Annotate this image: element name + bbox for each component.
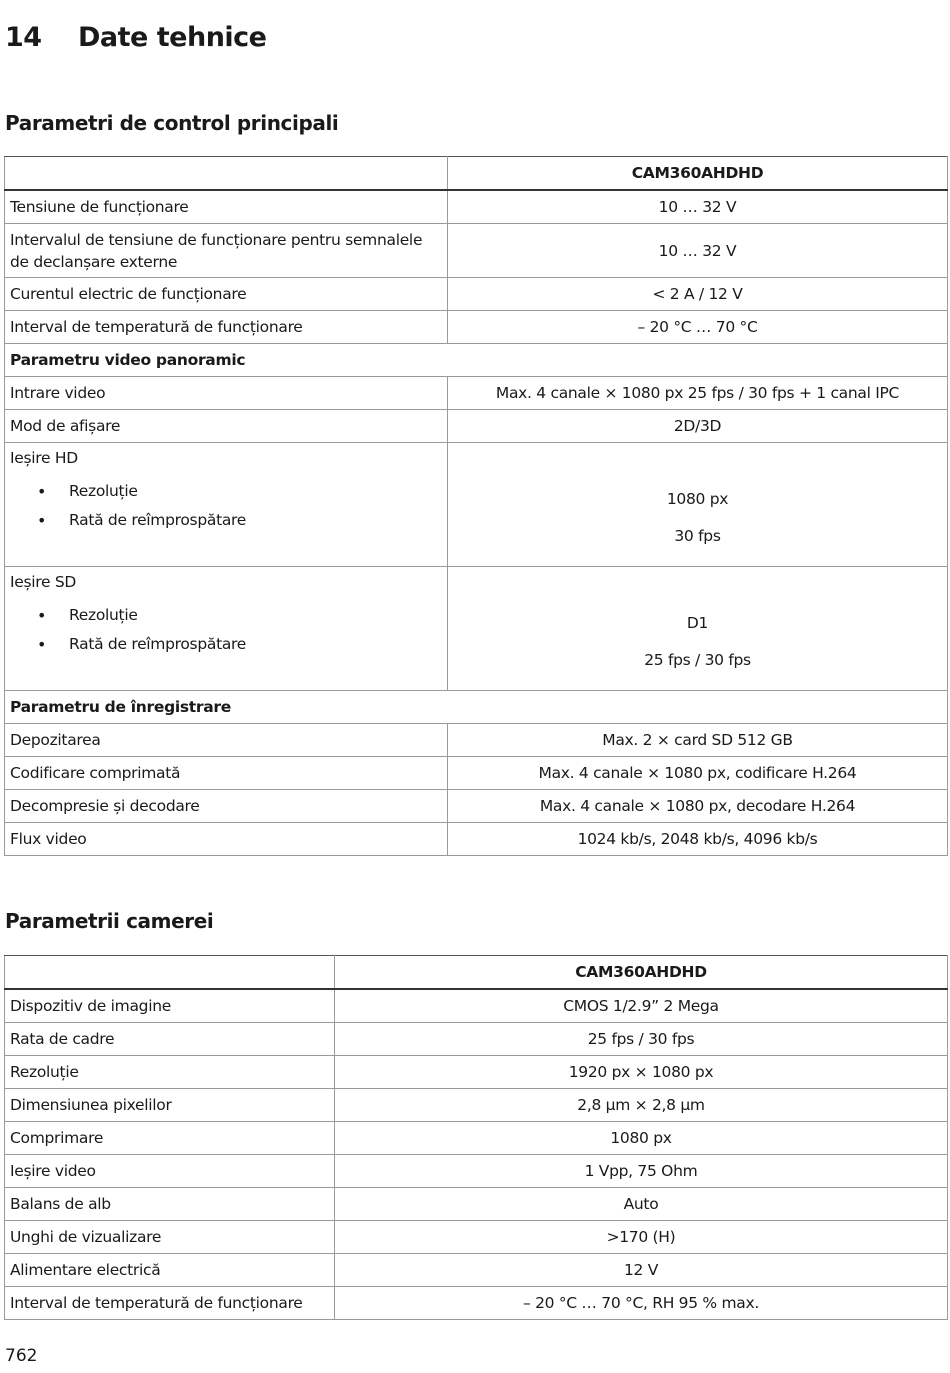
row-label: Unghi de vizualizare — [5, 1221, 335, 1254]
chapter-heading — [5, 22, 266, 53]
header-empty-cell — [5, 157, 448, 191]
row-label: Interval de temperatură de funcționare — [5, 311, 448, 344]
row-value: 1 Vpp, 75 Ohm — [335, 1155, 948, 1188]
row-label: Alimentare electrică — [5, 1254, 335, 1287]
row-label: Intrare video — [5, 377, 448, 410]
row-value: 1920 px × 1080 px — [335, 1056, 948, 1089]
chapter-number: 14 — [5, 22, 42, 53]
bullet-item: • Rată de reîmprospătare — [10, 630, 442, 659]
row-label: Rezoluție — [5, 1056, 335, 1089]
bullet-item: • Rată de reîmprospătare — [10, 506, 442, 535]
subheader-row-recording — [5, 691, 948, 724]
table-row — [5, 410, 948, 443]
sd-output-values — [448, 567, 948, 691]
hd-output-label: Ieșire HD — [10, 449, 78, 467]
bullet-item: • Rezoluție — [10, 477, 442, 506]
chapter-title: Date tehnice — [78, 22, 267, 53]
table-row — [5, 757, 948, 790]
sd-resolution-value: D1 — [686, 614, 709, 632]
subheader-recording: Parametru de înregistrare — [5, 691, 948, 724]
table-row — [5, 190, 948, 224]
row-value: Auto — [335, 1188, 948, 1221]
row-value: 1080 px — [335, 1122, 948, 1155]
row-value: >170 (H) — [335, 1221, 948, 1254]
table-row — [5, 823, 948, 856]
table-row — [5, 790, 948, 823]
section-title-control: Parametri de control principali — [5, 111, 339, 135]
row-value: 2D/3D — [448, 410, 948, 443]
table-row — [5, 311, 948, 344]
row-value: CMOS 1/2.9” 2 Mega — [335, 989, 948, 1023]
subheader-row-video — [5, 344, 948, 377]
row-value: 12 V — [335, 1254, 948, 1287]
hd-output-row — [5, 443, 948, 567]
row-value: 1024 kb/s, 2048 kb/s, 4096 kb/s — [448, 823, 948, 856]
row-value: Max. 4 canale × 1080 px, codificare H.264 — [448, 757, 948, 790]
sd-output-row — [5, 567, 948, 691]
camera-parameters-table — [4, 955, 948, 1320]
header-empty-cell — [5, 956, 335, 990]
row-value: 10 … 32 V — [448, 224, 948, 278]
row-value: Max. 2 × card SD 512 GB — [448, 724, 948, 757]
table-row — [5, 1155, 948, 1188]
control-parameters-table — [4, 156, 948, 856]
row-label: Comprimare — [5, 1122, 335, 1155]
table-header-row — [5, 956, 948, 990]
table-row — [5, 724, 948, 757]
row-label: Ieșire video — [5, 1155, 335, 1188]
table-row — [5, 1056, 948, 1089]
row-value: 2,8 µm × 2,8 µm — [335, 1089, 948, 1122]
table-row — [5, 989, 948, 1023]
header-model: CAM360AHDHD — [335, 956, 948, 990]
row-label: Interval de temperatură de funcționare — [5, 1287, 335, 1320]
table-row — [5, 1287, 948, 1320]
row-label: Codificare comprimată — [5, 757, 448, 790]
row-label: Tensiune de funcționare — [5, 190, 448, 224]
sd-refresh-value: 25 fps / 30 fps — [644, 651, 751, 669]
row-value: 10 … 32 V — [448, 190, 948, 224]
table-header-row — [5, 157, 948, 191]
row-label: Dispozitiv de imagine — [5, 989, 335, 1023]
table-row — [5, 278, 948, 311]
table-row — [5, 1188, 948, 1221]
row-label: Balans de alb — [5, 1188, 335, 1221]
row-label: Flux video — [5, 823, 448, 856]
row-label: Curentul electric de funcționare — [5, 278, 448, 311]
row-label: Rata de cadre — [5, 1023, 335, 1056]
hd-output-cell — [5, 443, 448, 567]
sd-output-label: Ieșire SD — [10, 573, 77, 591]
row-value: – 20 °C … 70 °C — [448, 311, 948, 344]
row-value: – 20 °C … 70 °C, RH 95 % max. — [335, 1287, 948, 1320]
subheader-video: Parametru video panoramic — [5, 344, 948, 377]
row-label: Dimensiunea pixelilor — [5, 1089, 335, 1122]
table-row — [5, 1023, 948, 1056]
row-value: 25 fps / 30 fps — [335, 1023, 948, 1056]
row-value: < 2 A / 12 V — [448, 278, 948, 311]
table-row — [5, 1254, 948, 1287]
table-row — [5, 1221, 948, 1254]
row-value: Max. 4 canale × 1080 px 25 fps / 30 fps + 1 canal IPC — [448, 377, 948, 410]
hd-resolution-value: 1080 px — [666, 490, 729, 508]
table-row — [5, 1089, 948, 1122]
table-row — [5, 377, 948, 410]
row-label: Intervalul de tensiune de funcționare pentru semnalele de declanșare externe — [5, 224, 448, 278]
table-row — [5, 1122, 948, 1155]
section-title-camera: Parametrii camerei — [5, 909, 214, 933]
hd-output-values — [448, 443, 948, 567]
header-model: CAM360AHDHD — [448, 157, 948, 191]
table-row — [5, 224, 948, 278]
row-label: Depozitarea — [5, 724, 448, 757]
page-number: 762 — [5, 1346, 38, 1366]
sd-output-cell — [5, 567, 448, 691]
row-label: Mod de afișare — [5, 410, 448, 443]
bullet-item: • Rezoluție — [10, 601, 442, 630]
row-label: Decompresie și decodare — [5, 790, 448, 823]
row-value: Max. 4 canale × 1080 px, decodare H.264 — [448, 790, 948, 823]
hd-refresh-value: 30 fps — [674, 527, 721, 545]
